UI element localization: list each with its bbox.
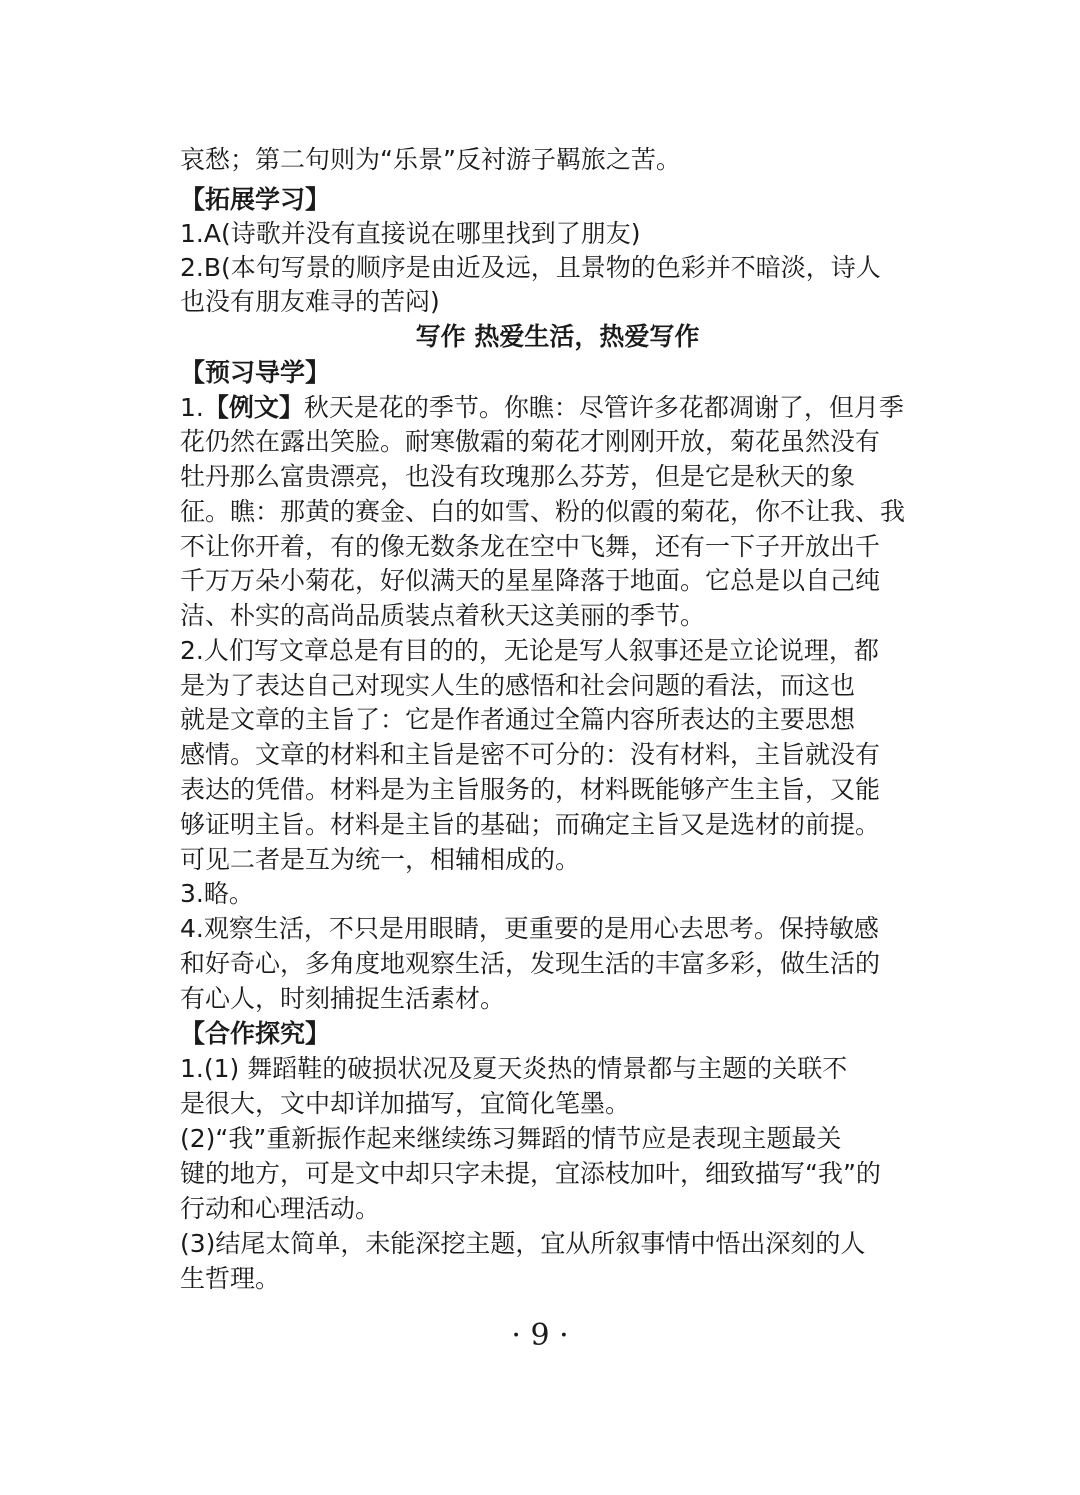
- answer-item: (3)结尾太简单，未能深挖主题，宜从所叙事情中悟出深刻的人: [180, 1229, 866, 1258]
- page-number: · 9 ·: [511, 1318, 569, 1353]
- text-line: 有心人，时刻捕捉生活素材。: [180, 984, 506, 1013]
- answer-item: 1.(1) 舞蹈鞋的破损状况及夏天炎热的情景都与主题的关联不: [180, 1054, 848, 1083]
- text-line: 牡丹那么富贵漂亮，也没有玫瑰那么芬芳，但是它是秋天的象: [180, 462, 856, 491]
- text-line: 是很大，文中却详加描写，宜简化笔墨。: [180, 1089, 631, 1118]
- text-line: 键的地方，可是文中却只字未提，宜添枝加叶，细致描写“我”的: [180, 1159, 881, 1188]
- section-heading-cooperation: 【合作探究】: [180, 1019, 331, 1048]
- text-line: 花仍然在露出笑脸。耐寒傲霜的菊花才刚刚开放，菊花虽然没有: [180, 427, 881, 456]
- text-line: 生哲理。: [180, 1264, 281, 1293]
- text-line: 哀愁；第二句则为“乐景”反衬游子羁旅之苦。: [180, 145, 681, 174]
- text-line: 感情。文章的材料和主旨是密不可分的：没有材料，主旨就没有: [180, 740, 881, 769]
- answer-item: 2.人们写文章总是有目的的，无论是写人叙事还是立论说理，都: [180, 636, 879, 665]
- example-label: 【例文】: [203, 393, 304, 422]
- text-line: 行动和心理活动。: [180, 1194, 381, 1223]
- answer-item: 4.观察生活，不只是用眼睛，更重要的是用心去思考。保持敏感: [180, 914, 879, 943]
- item-number: 1.: [180, 393, 204, 422]
- text-line: 够证明主旨。材料是主旨的基础；而确定主旨又是选材的前提。: [180, 810, 881, 839]
- text-line: 是为了表达自己对现实人生的感悟和社会问题的看法，而这也: [180, 671, 856, 700]
- answer-item: [180, 391, 905, 425]
- text-line: 征。瞧：那黄的赛金、白的如雪、粉的似霞的菊花，你不让我、我: [180, 497, 905, 526]
- answer-item: 1.A(诗歌并没有直接说在哪里找到了朋友): [180, 219, 641, 248]
- text-line: 千万万朵小菊花，好似满天的星星降落于地面。它总是以自己纯: [180, 566, 881, 595]
- section-title: 写作 热爱生活，热爱写作: [415, 322, 700, 351]
- text-line: 不让你开着，有的像无数条龙在空中飞舞，还有一下子开放出千: [180, 532, 881, 561]
- text-line: 表达的凭借。材料是为主旨服务的，材料既能够产生主旨，又能: [180, 775, 881, 804]
- text-line: 和好奇心，多角度地观察生活，发现生活的丰富多彩，做生活的: [180, 949, 881, 978]
- answer-item: 2.B(本句写景的顺序是由近及远，且景物的色彩并不暗淡，诗人: [180, 253, 881, 282]
- section-heading-preview: 【预习导学】: [180, 358, 331, 387]
- section-heading-extension: 【拓展学习】: [180, 185, 331, 214]
- answer-item: (2)“我”重新振作起来继续练习舞蹈的情节应是表现主题最关: [180, 1124, 842, 1153]
- text-line: 洁、朴实的高尚品质装点着秋天这美丽的季节。: [180, 601, 706, 630]
- answer-item: 3.略。: [180, 879, 254, 908]
- text-line: 就是文章的主旨了：它是作者通过全篇内容所表达的主要思想: [180, 705, 856, 734]
- text-line: 可见二者是互为统一，相辅相成的。: [180, 845, 581, 874]
- text-line: 也没有朋友难寻的苦闷): [180, 287, 440, 316]
- text-run: 秋天是花的季节。你瞧：尽管许多花都凋谢了，但月季: [303, 393, 904, 422]
